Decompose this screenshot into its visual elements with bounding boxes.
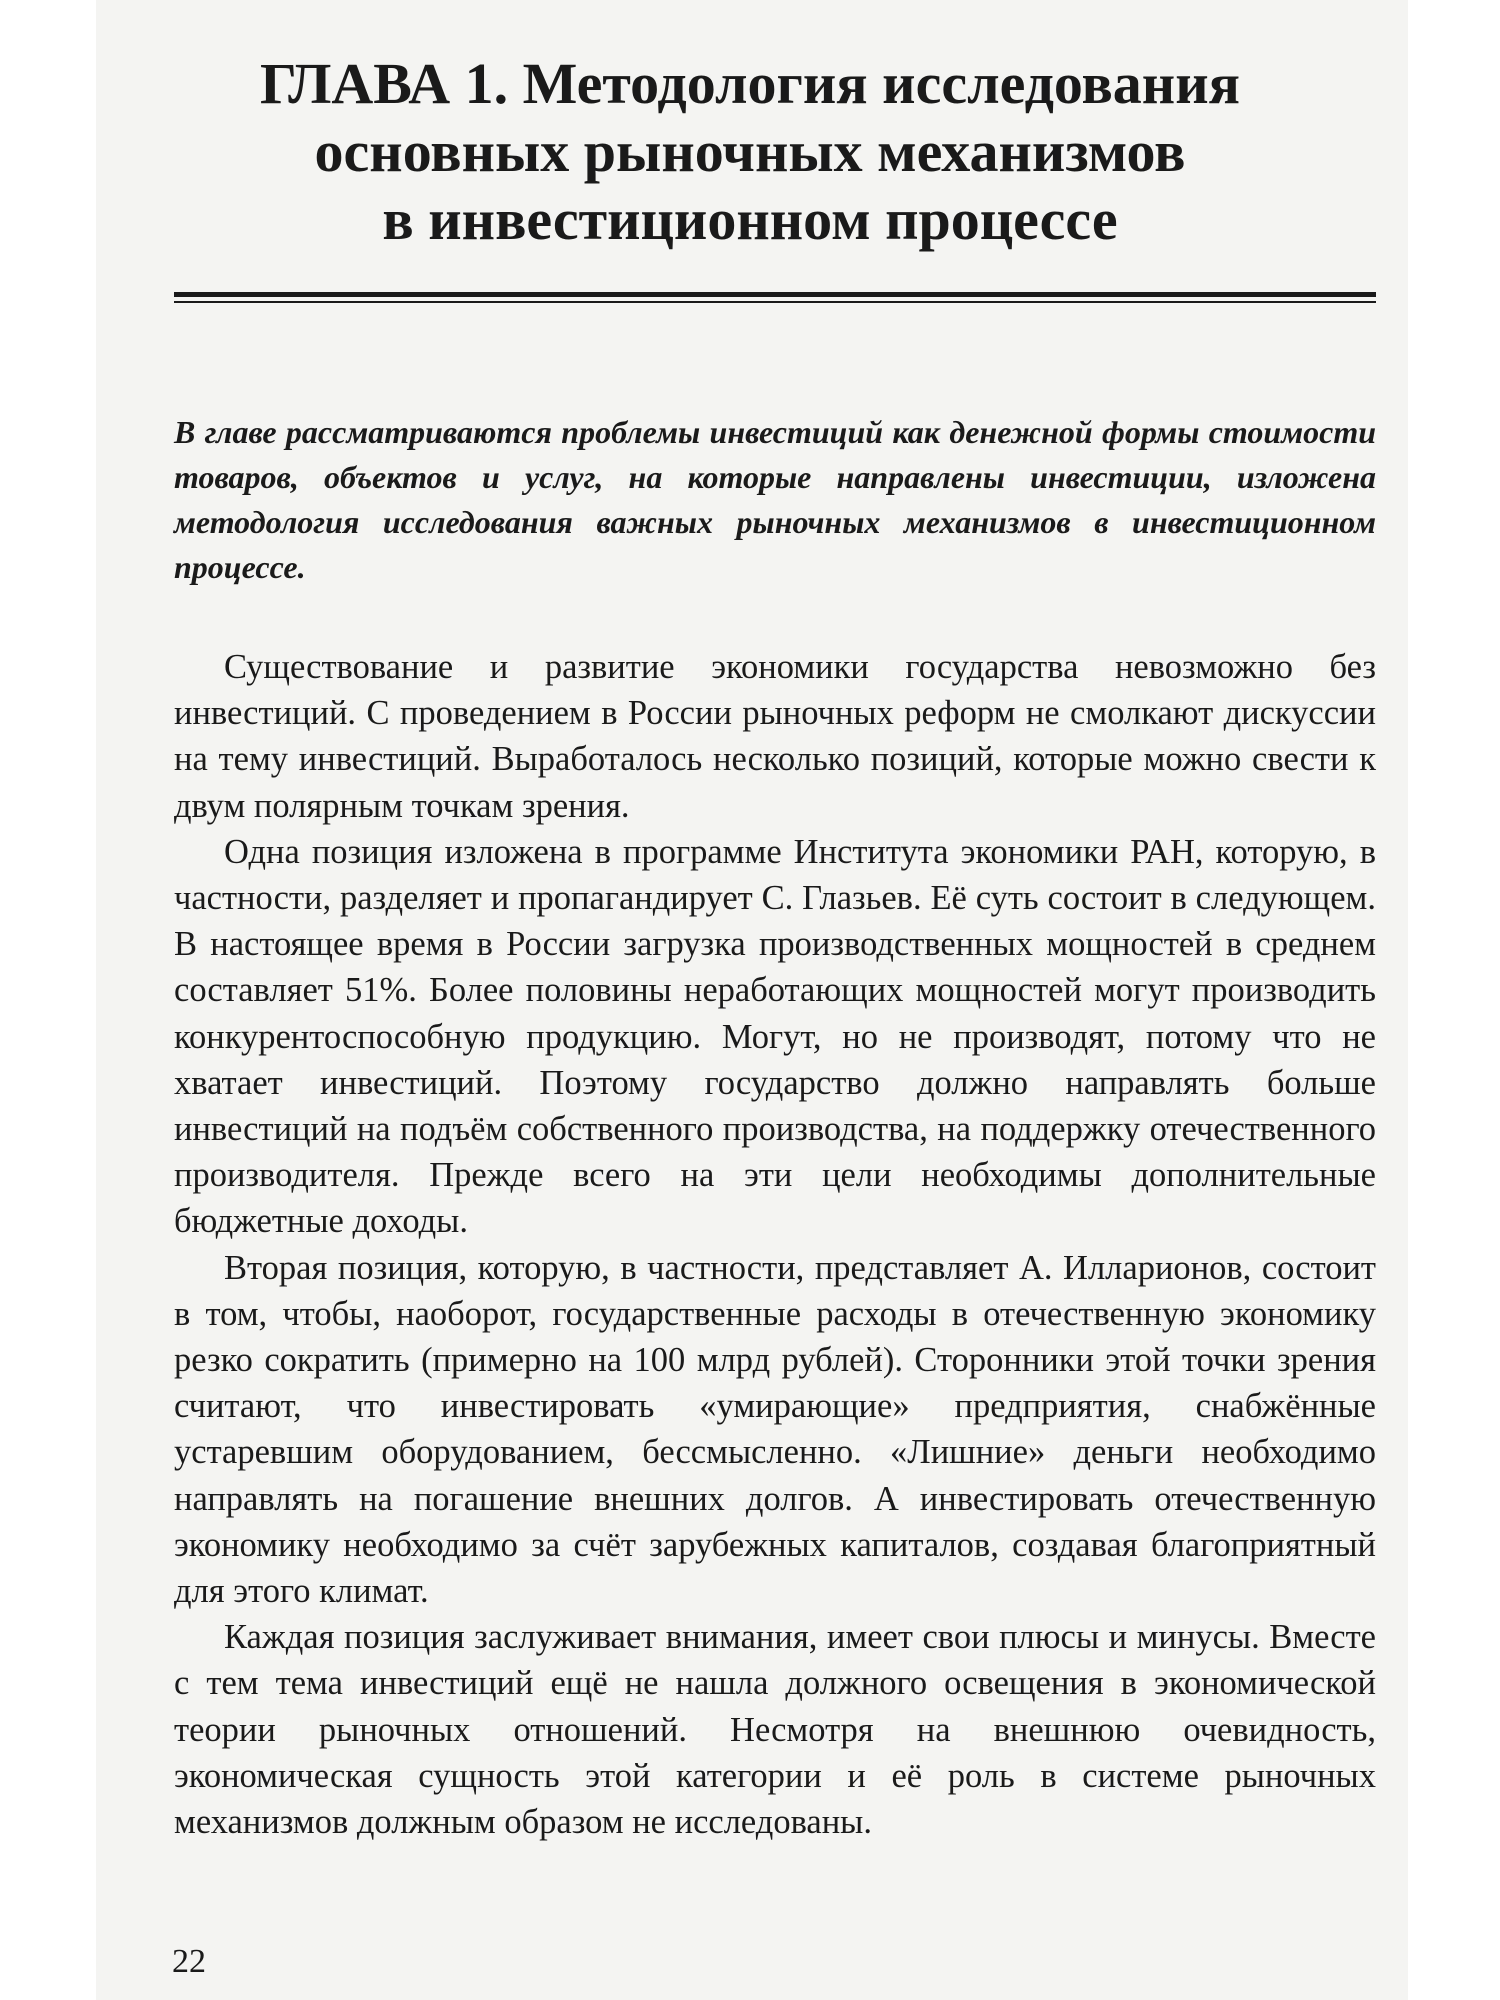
chapter-abstract: В главе рассматриваются проблемы инвестиций как денежной формы стоимости товаров, объектов и услуг, на которые направлены инвестиции, изложена методология исследования важных рыночных механизмов в инвестиционном процессе.	[174, 414, 1376, 585]
body-text	[174, 644, 1376, 1845]
title-rule-thin	[174, 301, 1376, 303]
paragraph: Одна позиция изложена в программе Института экономики РАН, которую, в частности, разделяет и пропагандирует С. Глазьев. Её суть состоит в следующем. В настоящее время в России загрузка производственных мощностей в среднем составляет 51%. Более половины неработающих мощностей могут производить конкурентоспособную продукцию. Могут, но не производят, потому что не хватает инвестиций. Поэтому государство должно направлять больше инвестиций на подъём собственного производства, на поддержку отечественного производителя. Прежде всего на эти цели необходимы дополнительные бюджетные доходы.	[174, 832, 1376, 1241]
paragraph: Вторая позиция, которую, в частности, представляет А. Илларионов, состоит в том, чтобы, наоборот, государственные расходы в отечественную экономику резко сократить (примерно на 100 млрд рублей). Сторонники этой точки зрения считают, что инвестировать «умирающие» предприятия, снабжённые устаревшим оборудованием, бессмысленно. «Лишние» деньги необходимо направлять на погашение внешних долгов. А инвестировать отечественную экономику необходимо за счёт зарубежных капиталов, создавая благоприятный для этого климат.	[174, 1248, 1376, 1611]
paragraph: Каждая позиция заслуживает внимания, имеет свои плюсы и минусы. Вместе с тем тема инвестиций ещё не нашла должного освещения в экономической теории рыночных отношений. Несмотря на внешнюю очевидность, экономическая сущность этой категории и её роль в системе рыночных механизмов должным образом не исследованы.	[174, 1618, 1376, 1842]
chapter-title-line: ГЛАВА 1. Методология исследования	[259, 51, 1241, 116]
chapter-title-line: основных рыночных механизмов	[314, 119, 1186, 184]
paragraph: Существование и развитие экономики государства невозможно без инвестиций. С проведением в России рыночных реформ не смолкают дискуссии на тему инвестиций. Выработалось несколько позиций, которые можно свести к двум полярным точкам зрения.	[174, 648, 1376, 825]
chapter-title-line: в инвестиционном процессе	[382, 187, 1118, 252]
title-rule-thick	[174, 292, 1376, 297]
chapter-title	[150, 50, 1350, 254]
page-number: 22	[172, 1943, 206, 1980]
